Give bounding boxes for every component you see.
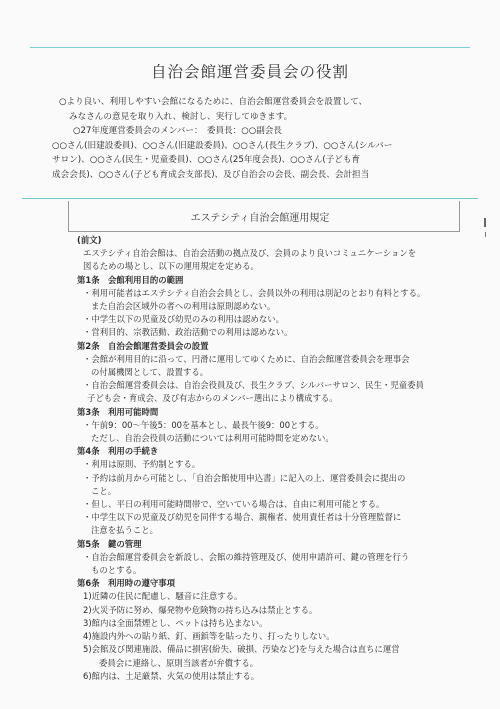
rule-heading: (前文) — [77, 235, 102, 245]
rule-heading: 第6条 利用時の遵守事項 — [77, 578, 175, 589]
rule-line: ただし、自治会役員の活動については利用可能時間を定めない。 — [91, 433, 334, 444]
rules-body — [77, 234, 477, 683]
intro-section — [52, 95, 469, 182]
intro-line: ○27年度運営委員会のメンバー： 委員長：○○副会長 — [73, 126, 282, 136]
rule-line: ・中学生以下の児童及び幼児のみの利用は認めない。 — [83, 314, 284, 325]
margin-mark — [484, 218, 486, 227]
rule-line: エステシティ自治会館は、自治会活動の拠点及び、会員のより良いコミュニケーションを — [83, 248, 417, 259]
rule-line: 1)近隣の住民に配慮し、騒音に注意する。 — [83, 591, 243, 602]
page-title: 自治会館運営委員会の役割 — [150, 63, 349, 81]
rule-heading: 第1条 会館利用目的の範囲 — [77, 274, 184, 285]
rule-line: ものとする。 — [91, 565, 142, 576]
rule-line: 図るための場とし、以下の運用規定を定める。 — [83, 261, 259, 272]
section-divider — [22, 198, 478, 199]
margin-mark — [485, 232, 486, 237]
rules-title: エステシティ自治会館運用規定 — [190, 213, 330, 224]
rule-line: ・利用は原則、予約制とする。 — [83, 459, 201, 470]
rule-line: 4)施設内外への貼り紙、釘、画鋲等を貼ったり、打ったりしない。 — [83, 631, 335, 642]
rule-line: ・会館が利用目的に沿って、円滑に運用してゆくために、自治会館運営委員会を理事会 — [83, 353, 410, 364]
rule-heading: 第5条 鍵の管理 — [77, 538, 142, 549]
rule-line: 子ども会・育成会、及び有志からのメンバー選出により構成する。 — [87, 393, 338, 404]
rule-line: 6)館内は、土足厳禁、火気の使用は禁止する。 — [83, 670, 260, 681]
intro-line: ○より良い、利用しやすい会館になるために、自治会館運営委員会を設置して、 — [59, 97, 368, 107]
rule-line: ・予約は前月から可能とし、「自治会館使用申込書」に記入の上、運営委員会に提出の — [83, 472, 406, 483]
rule-line: 2)火災予防に努め、爆発物や危険物の持ち込みは禁止とする。 — [83, 604, 318, 615]
rule-line: ・中学生以下の児童及び幼児を同伴する場合、親権者、使用責任者は十分管理監督に — [83, 512, 402, 523]
rule-line: の付属機関として、設置する。 — [91, 367, 209, 378]
intro-line: みなさんの意見を取り入れ、検討し、実行してゆきます。 — [69, 111, 293, 122]
rule-line: 3)館内は全面禁煙とし、ペットは持ち込まない。 — [83, 617, 268, 628]
rule-line: ・自治会館運営委員会を新設し、会館の維持管理及び、使用申請許可、鍵の管理を行う — [83, 551, 410, 562]
rule-line: また自治会区域外の者への利用は原則認めない。 — [91, 301, 276, 312]
rule-line: 5)会館及び関連施設、備品に損害(紛失、破損、汚染など)を与えた場合は直ちに運営 — [83, 644, 400, 655]
top-divider — [30, 47, 470, 48]
rule-line: ・但し、平日の利用可能時間帯で、空いている場合は、自由に利用可能とする。 — [83, 499, 385, 510]
rule-line: ・午前9：00～午後5：00を基本とし、最長午後9：00とする。 — [83, 419, 324, 430]
rule-line: ・営利目的、宗教活動、政治活動での利用は認めない。 — [83, 327, 293, 338]
rule-heading: 第2条 自治会館運営委員会の設置 — [77, 340, 209, 351]
rule-line: 注意を払うこと。 — [91, 525, 158, 536]
intro-line: 成会会長)、○○さん(子ども育成会支部長)、及び自治会の会長、副会長、会計担当 — [52, 169, 370, 180]
rule-line: ・利用可能者はエステシティ自治会会員とし、会員以外の利用は別記のとおり有料とする。 — [83, 287, 426, 298]
intro-line: ○○さん(旧建設委員)、○○さん(旧建設委員)、○○さん(長生クラブ)、○○さん(シルバー — [52, 140, 393, 151]
rule-heading: 第4条 利用の手続き — [77, 446, 159, 457]
rule-line: ・自治会館運営委員会は、自治会役員及び、長生クラブ、シルバーサロン、民生・児童委員 — [83, 380, 424, 391]
rule-line: こと。 — [91, 485, 117, 496]
rule-heading: 第3条 利用可能時間 — [77, 406, 159, 417]
intro-line: サロン)、○○さん(民生・児童委員)、○○さん(25年度会長)、○○さん(子ども育 — [52, 155, 361, 165]
rule-line: 委員会に連絡し、原則当該者が弁償する。 — [99, 657, 259, 668]
